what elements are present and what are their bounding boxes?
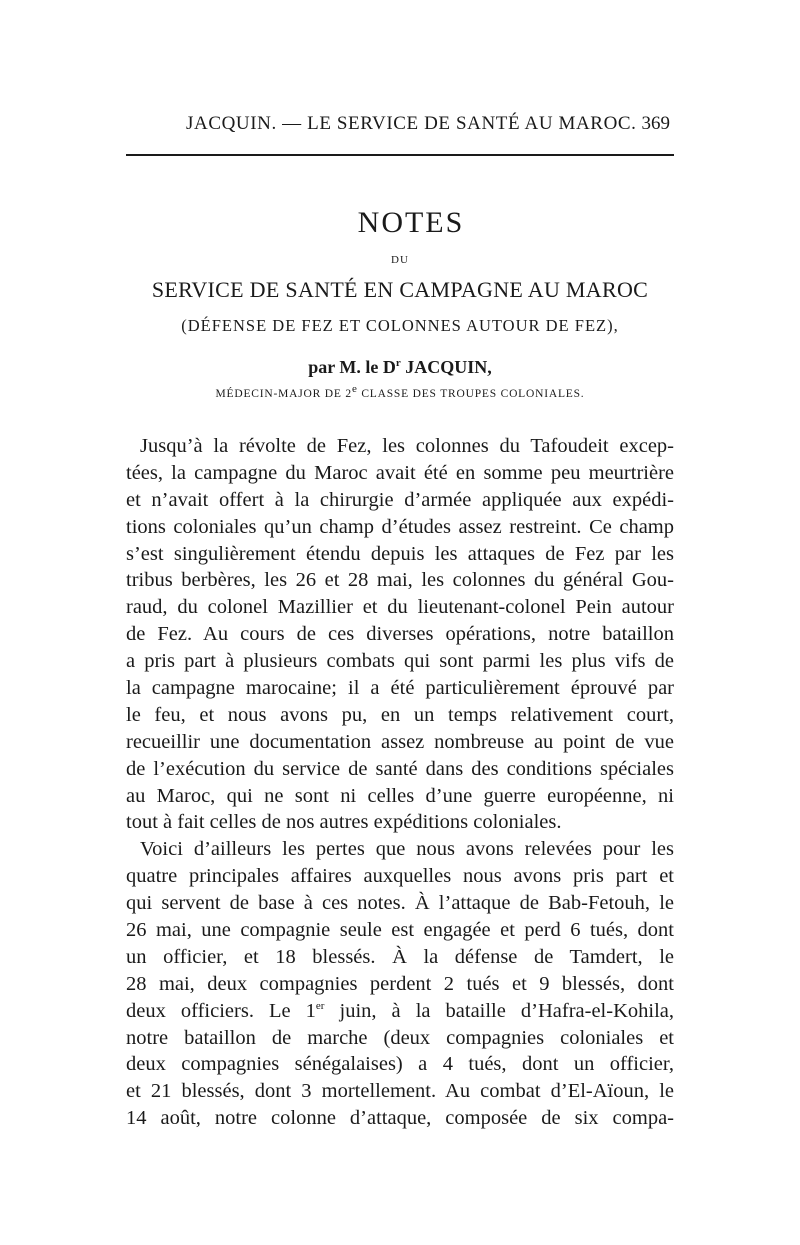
body-line: deux compagnies sénégalaises) a 4 tués, dont un officier, [126,1053,674,1076]
body-line: Jusqu’à la révolte de Fez, les colonnes du Tafoudeit excep- [140,435,674,457]
body-line: et 21 blessés, dont 3 mortellement. Au combat d’El-Aïoun, le [126,1080,674,1103]
body-line: le feu, et nous avons pu, en un temps relativement court, [126,703,674,726]
body-line: qui servent de base à ces notes. À l’attaque de Bab-Fetouh, le [126,892,674,915]
body-line-end: juin, à la bataille d’Hafra-el-Kohila, [324,999,674,1022]
body-line: notre bataillon de marche (deux compagnies coloniales et [126,1026,674,1049]
affiliation-superscript: e [351,383,358,396]
page-number: 369 [641,113,670,134]
body-line: s’est singulièrement étendu depuis les attaques de Fez par les [126,542,674,565]
author-name: JACQUIN, [400,357,492,377]
body-line [126,998,674,1025]
title-block [126,205,674,402]
body-text [126,433,674,1132]
body-line: de l’exécution du service de santé dans des conditions spéciales [126,757,674,780]
body-line: Voici d’ailleurs les pertes que nous avons relevées pour les [140,838,674,861]
body-line: 14 août, notre colonne d’attaque, composée de six compa- [126,1107,674,1130]
body-line: un officier, et 18 blessés. À la défense de Tamdert, le [126,945,674,968]
body-line: raud, du colonel Mazillier et du lieutenant-colonel Pein autour [126,596,674,619]
affiliation-prefix: MÉDECIN-MAJOR DE 2 [215,388,352,400]
running-header [126,113,674,143]
body-line: tribus berbères, les 26 et 28 mai, les colonnes du général Gou- [126,569,674,592]
author-affiliation [126,383,674,402]
body-line: tées, la campagne du Maroc avait été en somme peu meurtrière [126,461,674,484]
title-connector: DU [391,254,409,266]
body-line: quatre principales affaires auxquelles nous avons pris part et [126,865,674,888]
article-subtitle: SERVICE DE SANTÉ EN CAMPAGNE AU MAROC [151,277,649,302]
body-line: la campagne marocaine; il a été particulièrement éprouvé par [126,677,674,700]
running-title: JACQUIN. — LE SERVICE DE SANTÉ AU MAROC. [186,113,637,134]
body-line: de Fez. Au cours de ces diverses opérations, notre bataillon [126,623,674,646]
body-line: 26 mai, une compagnie seule est engagée et perd 6 tués, dont [126,919,674,942]
header-rule [126,154,674,156]
body-line-start: deux officiers. Le 1 [126,999,316,1022]
author-prefix: par M. le D [308,357,396,377]
author-line [126,356,674,378]
body-line: au Maroc, qui ne sont ni celles d’une guerre européenne, ni [126,784,674,807]
body-line: et n’avait offert à la chirurgie d’armée appliquée aux expédi- [126,488,674,511]
body-line: recueillir une documentation assez nombreuse au point de vue [126,730,674,753]
body-line: 28 mai, deux compagnies perdent 2 tués et 9 blessés, dont [126,972,674,995]
body-line: a pris part à plusieurs combats qui sont parmi les plus vifs de [126,650,674,673]
article-title: NOTES [357,206,465,239]
body-line: tions coloniales qu’un champ d’études assez restreint. Ce champ [126,515,674,538]
author-superscript: r [395,357,401,369]
body-line: tout à fait celles de nos autres expéditions coloniales. [126,811,562,834]
article-subtitle-parenthetical: (DÉFENSE DE FEZ ET COLONNES AUTOUR DE FEZ), [181,316,619,335]
ordinal-superscript: er [315,999,325,1012]
affiliation-suffix: CLASSE DES TROUPES COLONIALES. [357,388,585,400]
